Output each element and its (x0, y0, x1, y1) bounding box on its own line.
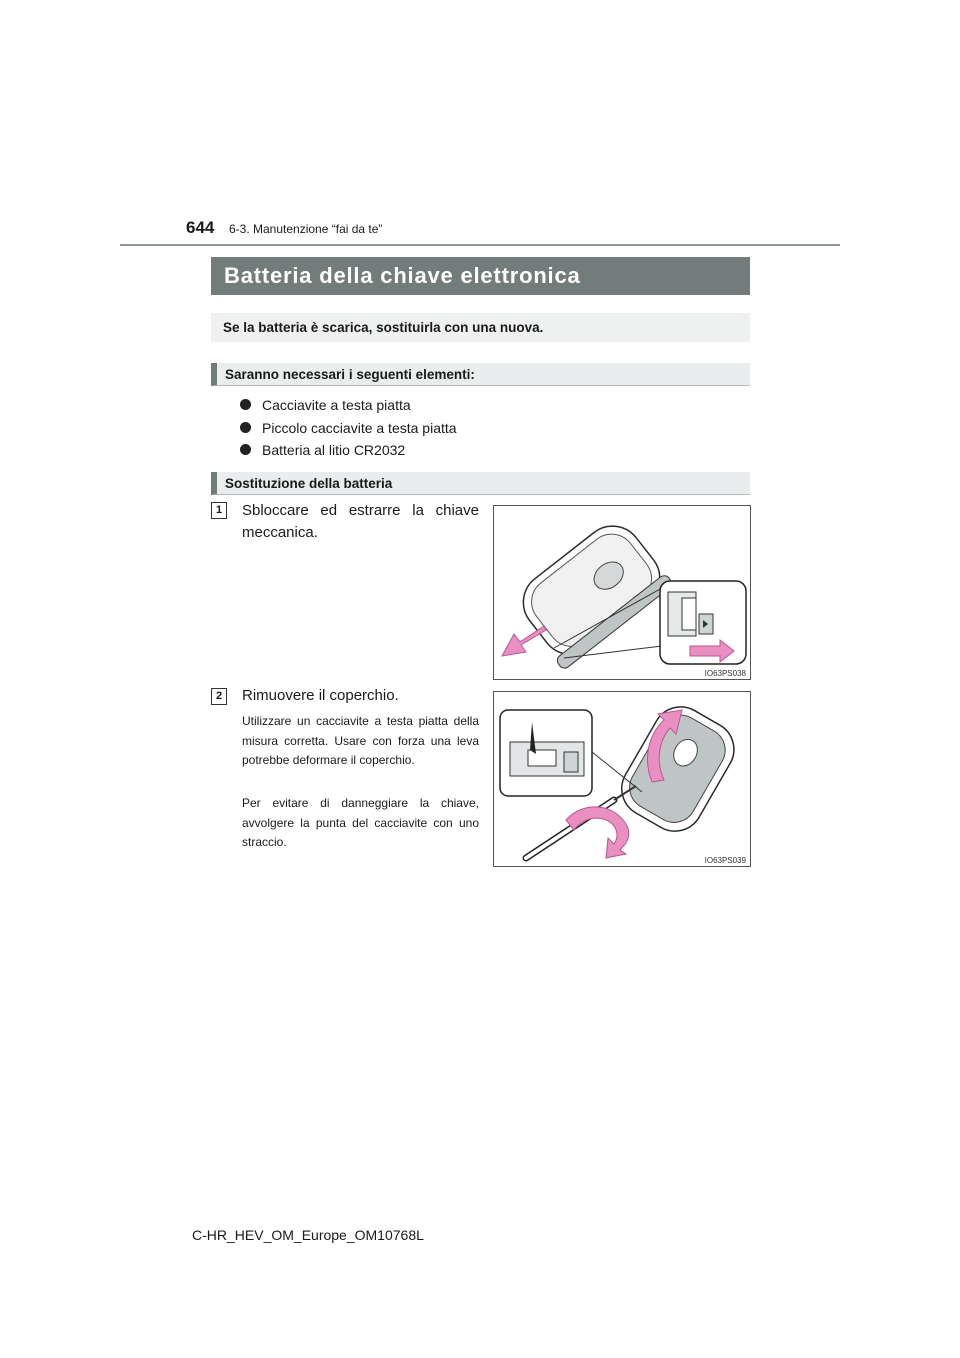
required-items-list (240, 394, 457, 462)
step-2-note: Utilizzare un cacciavite a testa piatta della misura corretta. Usare con forza una leva potrebbe deformare il coperchio. (242, 714, 479, 767)
list-item: Cacciavite a testa piatta (240, 394, 457, 417)
page-number: 644 (186, 218, 215, 237)
step-2-text: Rimuovere il coperchio. (242, 687, 399, 704)
key-illustration-2 (494, 692, 750, 866)
step-number-badge: 1 (211, 502, 227, 519)
figure-code: IO63PS039 (704, 856, 746, 865)
document-code: C-HR_HEV_OM_Europe_OM10768L (192, 1227, 424, 1243)
subheading-battery-replacement: Sostituzione della batteria (211, 472, 750, 495)
step-1-text: Sbloccare ed estrarre la chiave meccanica. (242, 502, 479, 541)
list-item: Batteria al litio CR2032 (240, 439, 457, 462)
list-item: Piccolo cacciavite a testa piatta (240, 417, 457, 440)
intro-box: Se la batteria è scarica, sostituirla con una nuova. (211, 313, 750, 342)
figure-remove-cover (493, 691, 751, 867)
step-number-badge: 2 (211, 688, 227, 705)
page-title: Batteria della chiave elettronica (211, 257, 750, 295)
section-reference: 6-3. Manutenzione “fai da te” (229, 222, 383, 236)
key-illustration-1 (494, 506, 750, 679)
step-2-note: Per evitare di danneggiare la chiave, avvolgere la punta del cacciavite con uno straccio. (242, 796, 479, 849)
header-divider (120, 244, 840, 246)
figure-unlock-mechanical-key (493, 505, 751, 680)
subheading-required-items: Saranno necessari i seguenti elementi: (211, 363, 750, 386)
figure-code: IO63PS038 (704, 669, 746, 678)
